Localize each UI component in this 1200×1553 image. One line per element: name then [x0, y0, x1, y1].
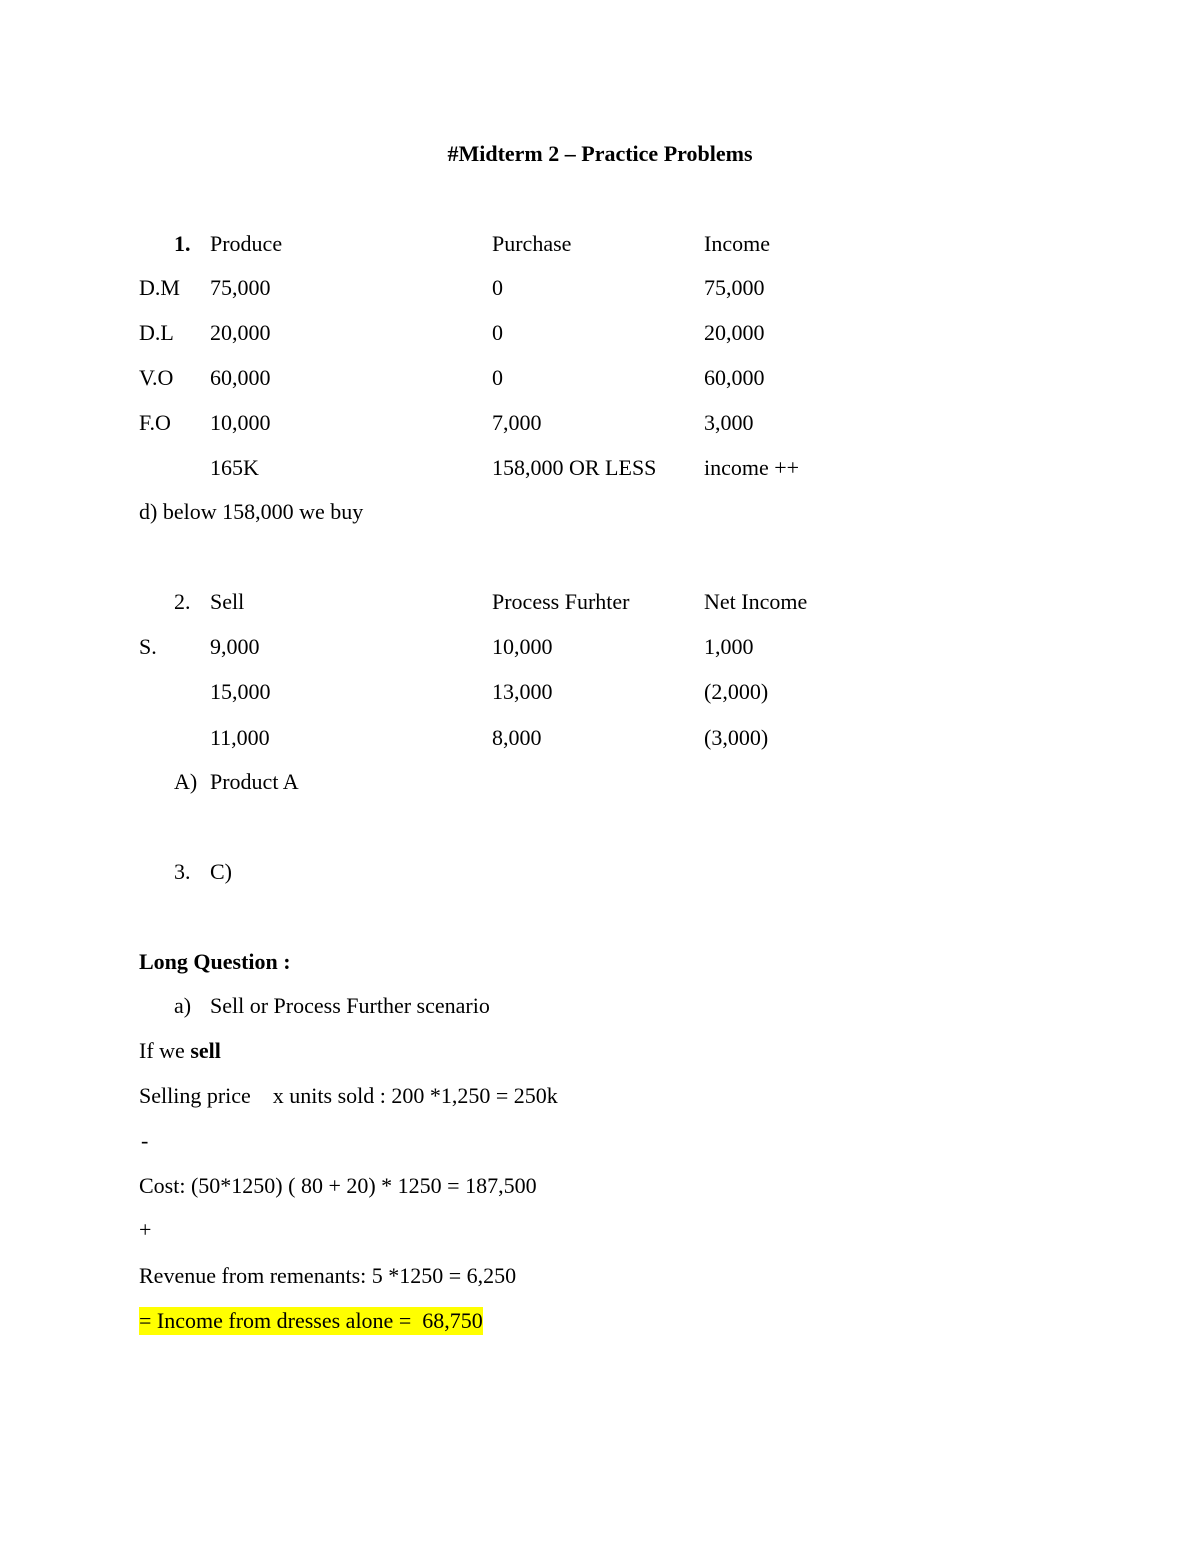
plus-sign: +	[139, 1217, 152, 1242]
q1-row-produce: 60,000	[210, 365, 271, 390]
q1-row-label: V.O	[139, 365, 174, 390]
cost-line: Cost: (50*1250) ( 80 + 20) * 1250 = 187,500	[139, 1173, 537, 1198]
page-title: #Midterm 2 – Practice Problems	[447, 141, 753, 166]
q2-row-process: 8,000	[492, 725, 542, 750]
question-2-number: 2.	[174, 589, 191, 614]
q1-total-produce: 165K	[210, 455, 259, 480]
q2-row-net: 1,000	[704, 634, 754, 659]
income-result-line: = Income from dresses alone = 68,750	[139, 1308, 483, 1333]
q2-row-net: (2,000)	[704, 679, 769, 704]
q2-header-sell: Sell	[210, 589, 245, 614]
long-question-heading: Long Question :	[139, 949, 291, 974]
q1-row-purchase: 0	[492, 275, 503, 300]
q1-total-income: income ++	[704, 455, 800, 480]
q2-row-process: 13,000	[492, 679, 553, 704]
selling-price-line: Selling price x units sold : 200 *1,250 = 250k	[139, 1083, 558, 1108]
question-3-number: 3.	[174, 859, 191, 884]
q1-row-income: 75,000	[704, 275, 765, 300]
q2-row-label: S.	[139, 634, 157, 659]
q1-row-produce: 10,000	[210, 410, 271, 435]
q1-row-label: F.O	[139, 410, 171, 435]
if-we-text: If we	[139, 1038, 191, 1063]
q1-row-produce: 75,000	[210, 275, 271, 300]
q2-row-sell: 15,000	[210, 679, 271, 704]
long-question-item-text: Sell or Process Further scenario	[210, 993, 490, 1018]
q1-row-label: D.M	[139, 275, 180, 300]
q2-header-net-income: Net Income	[704, 589, 808, 614]
q1-row-income: 20,000	[704, 320, 765, 345]
q1-header-purchase: Purchase	[492, 231, 572, 256]
q2-row-sell: 11,000	[210, 725, 270, 750]
q2-answer-text: Product A	[210, 769, 299, 794]
q1-row-purchase: 0	[492, 365, 503, 390]
sell-word: sell	[190, 1038, 221, 1063]
q1-row-purchase: 7,000	[492, 410, 542, 435]
q2-row-sell: 9,000	[210, 634, 260, 659]
minus-sign: -	[141, 1128, 149, 1153]
q1-answer: d) below 158,000 we buy	[139, 499, 364, 524]
q2-row-process: 10,000	[492, 634, 553, 659]
q1-row-purchase: 0	[492, 320, 503, 345]
long-question-item-marker: a)	[174, 993, 192, 1018]
q1-row-produce: 20,000	[210, 320, 271, 345]
q2-answer-marker: A)	[174, 769, 198, 794]
question-1-number: 1.	[174, 231, 191, 256]
if-we-sell-line	[139, 1037, 221, 1065]
q1-row-income: 3,000	[704, 410, 754, 435]
q1-header-produce: Produce	[210, 231, 283, 256]
q1-total-purchase: 158,000 OR LESS	[492, 455, 657, 480]
q1-row-label: D.L	[139, 320, 174, 345]
q3-answer: C)	[210, 859, 232, 884]
revenue-line: Revenue from remenants: 5 *1250 = 6,250	[139, 1263, 517, 1288]
q1-header-income: Income	[704, 231, 770, 256]
q1-row-income: 60,000	[704, 365, 765, 390]
q2-row-net: (3,000)	[704, 725, 769, 750]
q2-header-process: Process Furhter	[492, 589, 630, 614]
